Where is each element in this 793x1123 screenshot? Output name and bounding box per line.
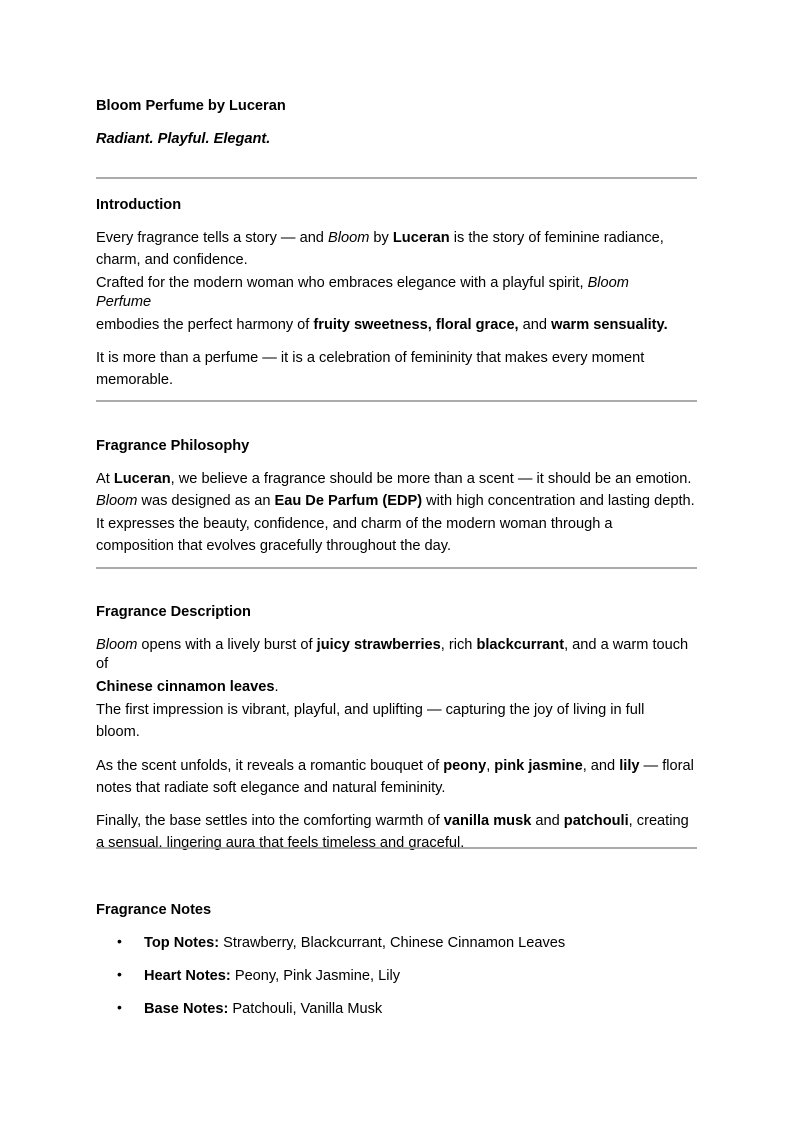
description-line: Bloom opens with a lively burst of juicy strawberries, rich blackcurrant, and a warm touch	[96, 637, 689, 653]
divider	[96, 177, 697, 179]
note-item-top: Top Notes: Strawberry, Blackcurrant, Chinese Cinnamon Leaves	[144, 935, 566, 951]
divider	[96, 400, 697, 402]
philosophy-line: Bloom was designed as an Eau De Parfum (EDP) with high concentration and lasting depth.	[96, 493, 695, 509]
divider	[96, 847, 697, 849]
description-line: As the scent unfolds, it reveals a romantic bouquet of peony, pink jasmine, and lily — floral	[96, 758, 694, 774]
description-line: notes that radiate soft elegance and natural femininity.	[96, 780, 446, 796]
description-line: of	[96, 656, 109, 672]
intro-paragraph-line: embodies the perfect harmony of fruity sweetness, floral grace, and warm sensuality.	[96, 317, 668, 333]
note-item-heart: Heart Notes: Peony, Pink Jasmine, Lily	[144, 968, 401, 984]
description-line: Chinese cinnamon leaves.	[96, 679, 279, 695]
philosophy-line: composition that evolves gracefully throughout the day.	[96, 538, 452, 554]
introduction-heading: Introduction	[96, 197, 182, 213]
description-line: bloom.	[96, 724, 140, 740]
intro-paragraph-line: It is more than a perfume — it is a celebration of femininity that makes every moment	[96, 350, 645, 366]
intro-paragraph-line: memorable.	[96, 372, 174, 388]
description-line: The first impression is vibrant, playful, and uplifting — capturing the joy of living in full	[96, 702, 645, 718]
bullet-icon: •	[117, 933, 122, 949]
bullet-icon: •	[117, 999, 122, 1015]
philosophy-heading: Fragrance Philosophy	[96, 438, 250, 454]
description-line: a sensual, lingering aura that feels timeless and graceful.	[96, 835, 465, 851]
note-item-base: Base Notes: Patchouli, Vanilla Musk	[144, 1001, 383, 1017]
notes-heading: Fragrance Notes	[96, 902, 212, 918]
intro-paragraph-line: Every fragrance tells a story — and Bloom by Luceran is the story of feminine radiance,	[96, 230, 664, 246]
intro-paragraph-line: Crafted for the modern woman who embraces elegance with a playful spirit, Bloom	[96, 275, 629, 291]
tagline: Radiant. Playful. Elegant.	[96, 131, 271, 147]
philosophy-line: It expresses the beauty, confidence, and charm of the modern woman through a	[96, 516, 613, 532]
description-heading: Fragrance Description	[96, 604, 251, 620]
document-title: Bloom Perfume by Luceran	[96, 98, 286, 114]
bullet-icon: •	[117, 966, 122, 982]
intro-paragraph-line: charm, and confidence.	[96, 252, 248, 268]
description-line: Finally, the base settles into the comforting warmth of vanilla musk and patchouli, creating	[96, 813, 689, 829]
intro-paragraph-line: Perfume	[96, 294, 152, 310]
philosophy-line: At Luceran, we believe a fragrance should be more than a scent — it should be an emotion.	[96, 471, 692, 487]
divider	[96, 567, 697, 569]
